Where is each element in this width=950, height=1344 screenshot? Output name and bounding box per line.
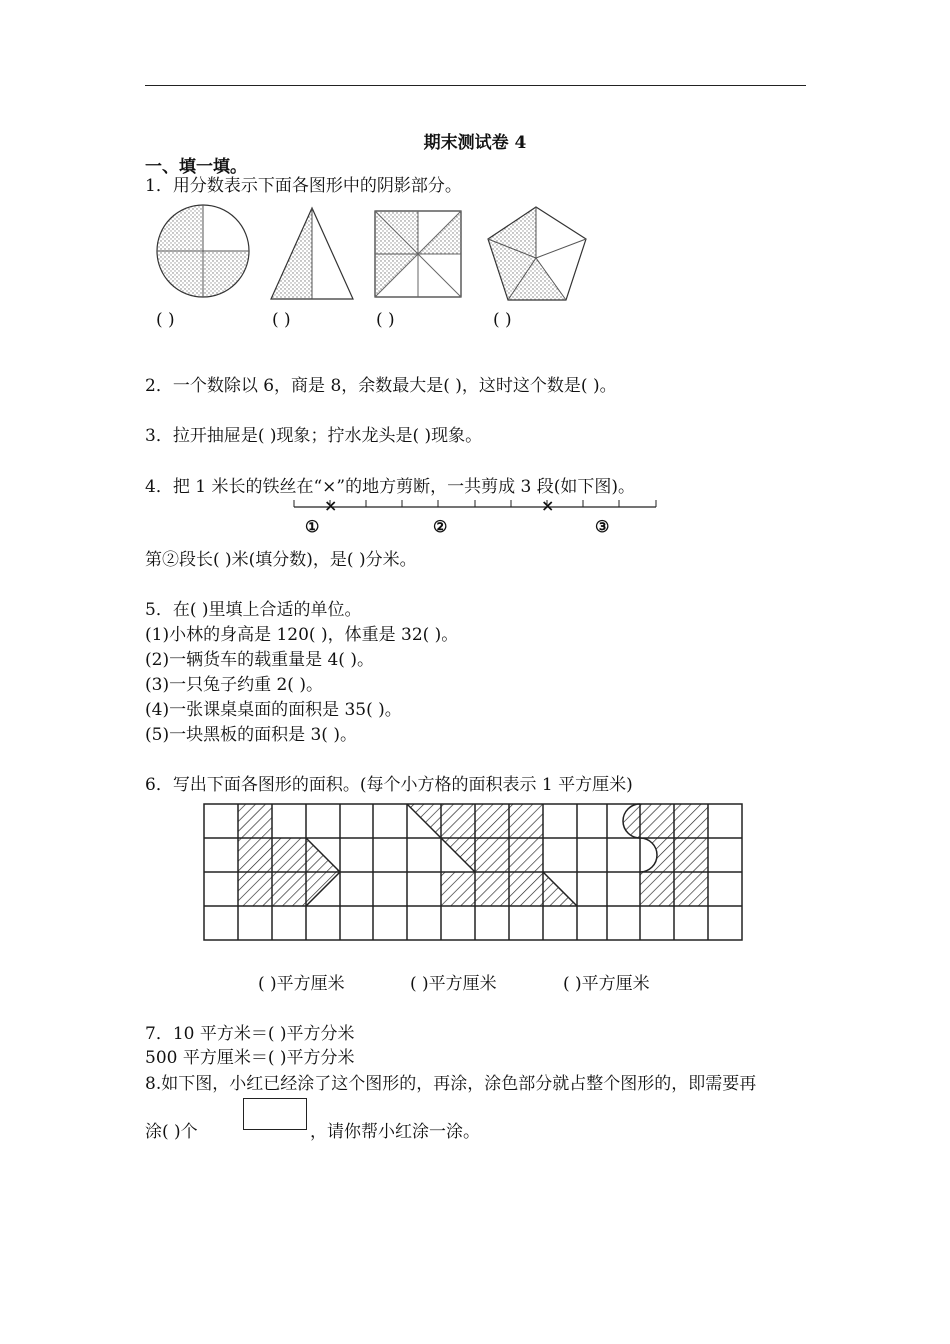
cut-mark-2: ×	[541, 496, 555, 515]
q5-item-3: (3)一只兔子约重 2( )。	[145, 675, 323, 695]
q1-blank-1[interactable]: ( )	[156, 310, 175, 330]
segment-label-3: ③	[595, 517, 610, 536]
q6-answer-2[interactable]: ( )平方厘米	[410, 974, 497, 994]
q5-item-2: (2)一辆货车的载重量是 4( )。	[145, 650, 374, 670]
question-3: 3．拉开抽屉是( )现象；拧水龙头是( )现象。	[145, 426, 483, 446]
question-5: 5．在( )里填上合适的单位。	[145, 600, 362, 620]
shape-3	[623, 804, 708, 906]
question-4: 4．把 1 米长的铁丝在“×”的地方剪断，一共剪成 3 段(如下图)。	[145, 477, 635, 497]
question-7-line-1: 7．10 平方米＝( )平方分米	[145, 1024, 355, 1044]
question-6: 6．写出下面各图形的面积。(每个小方格的面积表示 1 平方厘米)	[145, 775, 633, 795]
question-8-line-1: 8.如下图，小红已经涂了这个图形的，再涂，涂色部分就占整个图形的，即需要再	[145, 1074, 757, 1094]
shape-2	[407, 804, 577, 906]
q5-item-4: (4)一张课桌桌面的面积是 35( )。	[145, 700, 402, 720]
question-4-answer: 第②段长( )米(填分数)，是( )分米。	[145, 550, 417, 570]
q5-item-1: (1)小林的身高是 120( )，体重是 32( )。	[145, 625, 459, 645]
question-1: 1．用分数表示下面各图形中的阴影部分。	[145, 176, 462, 196]
unit-rectangle	[243, 1098, 307, 1130]
segment-label-1: ①	[305, 517, 320, 536]
question-2: 2．一个数除以 6，商是 8，余数最大是( )，这时这个数是( )。	[145, 376, 617, 396]
segment-label-2: ②	[433, 517, 448, 536]
section-heading: 一、填一填。	[145, 157, 247, 177]
q5-item-5: (5)一块黑板的面积是 3( )。	[145, 725, 357, 745]
q1-blank-4[interactable]: ( )	[493, 310, 512, 330]
question-7-line-2: 500 平方厘米＝( )平方分米	[145, 1048, 355, 1068]
q6-answer-3[interactable]: ( )平方厘米	[563, 974, 650, 994]
cut-mark-1: ×	[324, 496, 338, 515]
question-8-line-2b: ，请你帮小红涂一涂。	[310, 1122, 480, 1142]
shape-1	[238, 804, 340, 906]
q1-blank-3[interactable]: ( )	[376, 310, 395, 330]
q6-answer-1[interactable]: ( )平方厘米	[258, 974, 345, 994]
page-title: 期末测试卷 4	[423, 133, 527, 153]
q1-blank-2[interactable]: ( )	[272, 310, 291, 330]
question-8-line-2a: 涂( )个	[145, 1122, 198, 1142]
